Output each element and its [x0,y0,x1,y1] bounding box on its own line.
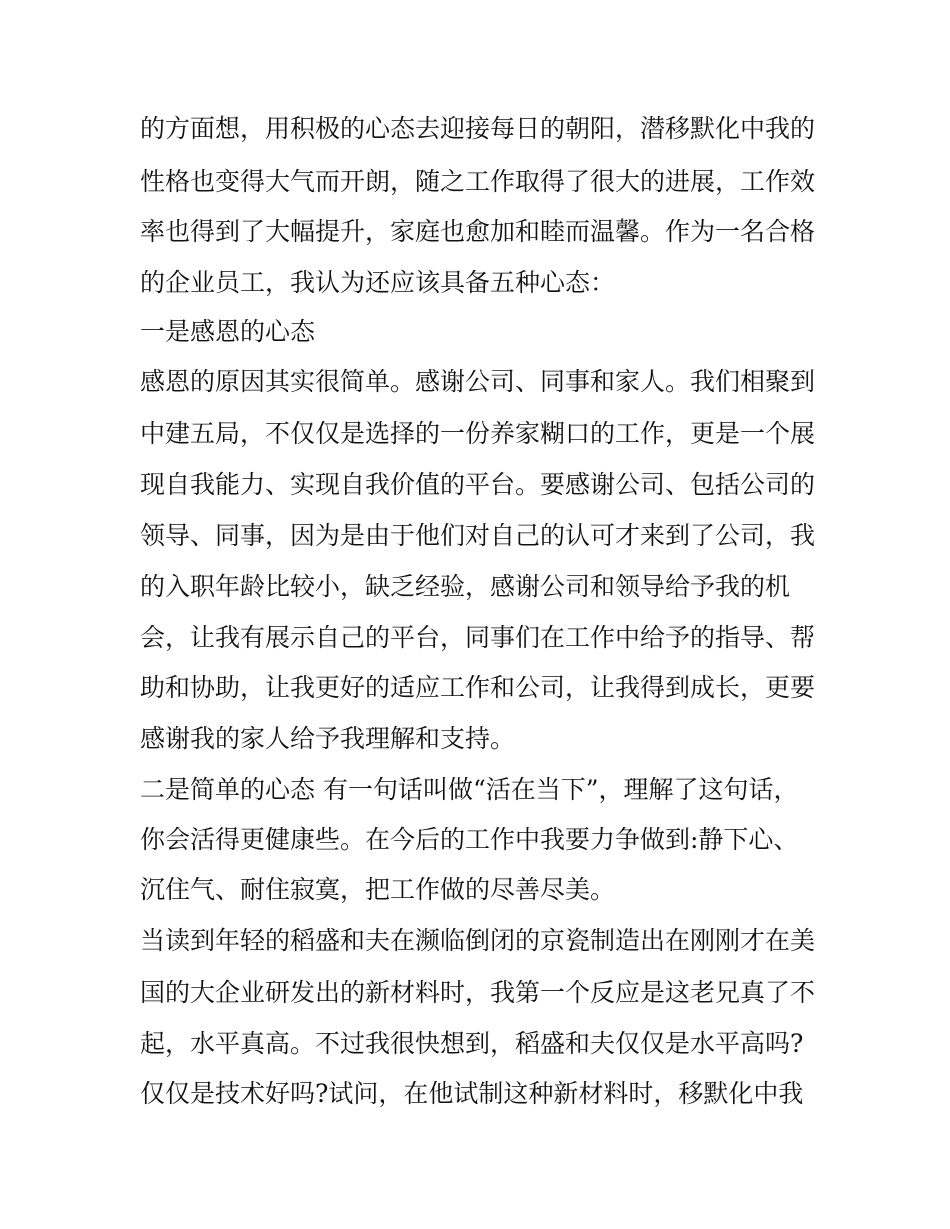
text-line: 现自我能力、实现自我价值的平台。要感谢公司、包括公司的 [140,470,816,499]
text-line: 会，让我有展示自己的平台，同事们在工作中给予的指导、帮 [140,623,816,652]
text-line: 国的大企业研发出的新材料时，我第一个反应是这老兄真了不 [140,978,816,1007]
text-line: 感谢我的家人给予我理解和支持。 [140,724,516,753]
text-line: 助和协助，让我更好的适应工作和公司，让我得到成长，更要 [140,673,816,702]
text-line: 的入职年龄比较小，缺乏经验，感谢公司和领导给予我的机 [140,572,791,601]
text-line: 的方面想，用积极的心态去迎接每日的朝阳，潜移默化中我的 [140,114,816,143]
text-line: 的企业员工，我认为还应该具备五种心态： [140,268,616,297]
section-heading: 二是简单的心态 有一句话叫做“活在当下”，理解了这句话， [140,775,799,804]
text-line: 中建五局，不仅仅是选择的一份养家糊口的工作，更是一个展 [140,419,816,448]
text-line: 当读到年轻的稻盛和夫在濒临倒闭的京瓷制造出在刚刚才在美 [140,926,816,955]
text-line: 性格也变得大气而开朗，随之工作取得了很大的进展，工作效 [140,167,816,196]
text-line: 起，水平真高。不过我很快想到，稻盛和夫仅仅是水平高吗? [140,1029,804,1058]
text-line: 沉住气、耐住寂寞，把工作做的尽善尽美。 [140,875,616,904]
text-line: 领导、同事，因为是由于他们对自己的认可才来到了公司，我 [140,521,816,550]
text-line: 感恩的原因其实很简单。感谢公司、同事和家人。我们相聚到 [140,367,816,396]
text-line: 仅仅是技术好吗?试问，在他试制这种新材料时，移默化中我 [140,1079,804,1108]
section-heading: 一是感恩的心态 [140,317,316,346]
text-line: 率也得到了大幅提升，家庭也愈加和睦而温馨。作为一名合格 [140,217,816,246]
text-line: 你会活得更健康些。在今后的工作中我要力争做到:静下心、 [140,825,799,854]
